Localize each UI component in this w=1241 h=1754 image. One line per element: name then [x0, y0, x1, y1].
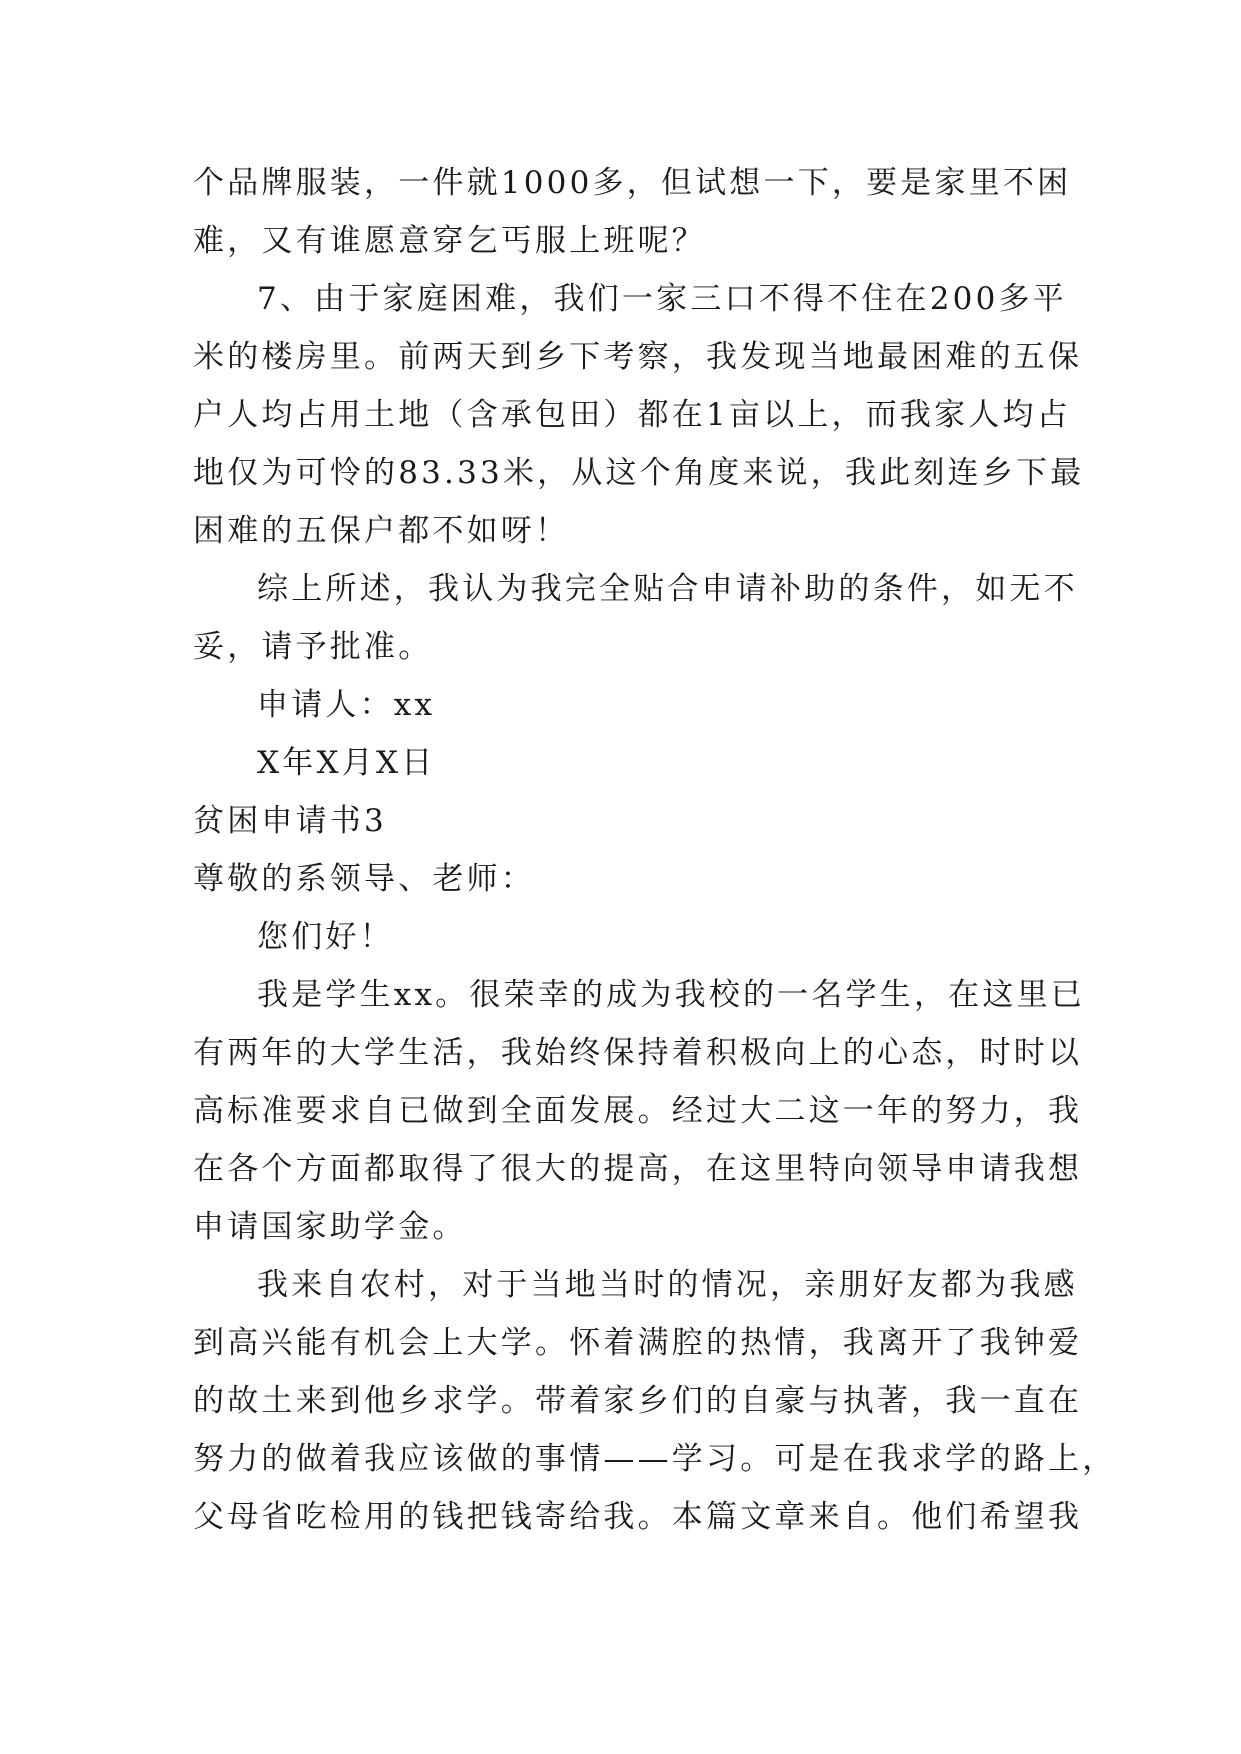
body-line: 有两年的大学生活，我始终保持着积极向上的心态，时时以 [193, 1035, 1083, 1071]
body-line: 申请国家助学金。 [193, 1209, 467, 1245]
section-title: 贫困申请书3 [193, 803, 387, 839]
body-line: 高标准要求自已做到全面发展。经过大二这一年的努力，我 [193, 1093, 1083, 1129]
body-line: 米的楼房里。前两天到乡下考察，我发现当地最困难的五保 [193, 339, 1083, 375]
body-line: 地仅为可怜的83.33米，从这个角度来说，我此刻连乡下最 [193, 455, 1085, 491]
salutation: 尊敬的系领导、老师： [193, 861, 535, 897]
paragraph-first-line: 7、由于家庭困难，我们一家三口不得不住在200多平 [257, 281, 1067, 317]
body-line: 困难的五保户都不如呀！ [193, 513, 570, 549]
body-line: 的故土来到他乡求学。带着家乡们的自豪与执著，我一直在 [193, 1383, 1083, 1419]
paragraph-first-line: 综上所述，我认为我完全贴合申请补助的条件，如无不 [257, 571, 1078, 607]
body-line: 努力的做着我应该做的事情——学习。可是在我求学的路上， [193, 1441, 1117, 1477]
paragraph-first-line: 我是学生xx。很荣幸的成为我校的一名学生，在这里已 [257, 977, 1085, 1013]
body-line: 难，又有谁愿意穿乞丐服上班呢？ [193, 223, 706, 259]
paragraph-first-line: 我来自农村，对于当地当时的情况，亲朋好友都为我感 [257, 1267, 1078, 1303]
body-line: 户人均占用土地（含承包田）都在1亩以上，而我家人均占 [193, 397, 1071, 433]
body-line: 在各个方面都取得了很大的提高，在这里特向领导申请我想 [193, 1151, 1083, 1187]
document-body [193, 154, 1117, 1546]
body-line: 父母省吃检用的钱把钱寄给我。本篇文章来自。他们希望我 [193, 1499, 1083, 1535]
greeting: 您们好！ [257, 919, 394, 955]
body-line: 个品牌服装，一件就1000多，但试想一下，要是家里不困 [193, 165, 1072, 201]
body-line: 到高兴能有机会上大学。怀着满腔的热情，我离开了我钟爱 [193, 1325, 1083, 1361]
body-line: 妥，请予批准。 [193, 629, 433, 665]
applicant-signature: 申请人：xx [257, 687, 436, 723]
signature-date: X年X月X日 [257, 745, 436, 781]
